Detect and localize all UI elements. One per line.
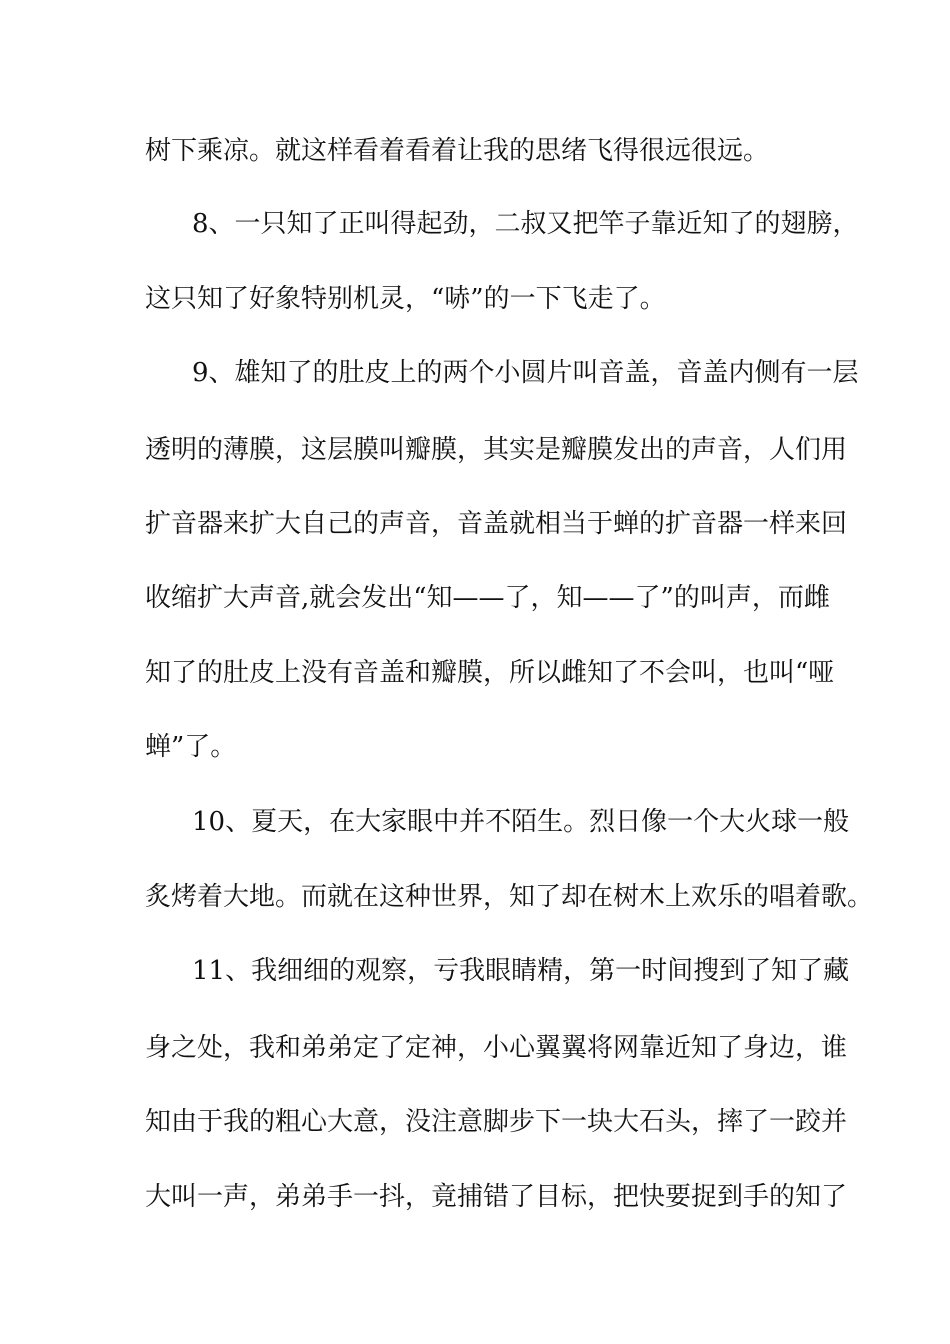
text-line: 扩音器来扩大自己的声音，音盖就相当于蝉的扩音器一样来回: [145, 509, 848, 539]
text-line: 大叫一声，弟弟手一抖，竟捕错了目标，把快要捉到手的知了: [145, 1182, 848, 1212]
text-line: 收缩扩大声音,就会发出“知——了，知——了”的叫声，而雌: [145, 583, 830, 613]
text-line: 炙烤着大地。而就在这种世界，知了却在树木上欢乐的唱着歌。: [145, 882, 874, 912]
text-line: 树下乘凉。就这样看着看着让我的思绪飞得很远很远。: [145, 136, 770, 166]
paragraph-11-first-line: 11、我细细的观察，亏我眼睛精，第一时间搜到了知了藏: [192, 956, 850, 986]
text-line: 知了的肚皮上没有音盖和瓣膜，所以雌知了不会叫，也叫“哑: [145, 658, 835, 688]
paragraph-8-first-line: 8、一只知了正叫得起劲，二叔又把竿子靠近知了的翅膀，: [192, 209, 859, 239]
text-line: 身之处，我和弟弟定了定神，小心翼翼将网靠近知了身边，谁: [145, 1033, 848, 1063]
text-line: 知由于我的粗心大意，没注意脚步下一块大石头，摔了一跤并: [145, 1107, 848, 1137]
text-line: 这只知了好象特别机灵，“哧”的一下飞走了。: [145, 284, 666, 314]
text-line: 透明的薄膜，这层膜叫瓣膜，其实是瓣膜发出的声音，人们用: [145, 435, 848, 465]
paragraph-9-first-line: 9、雄知了的肚皮上的两个小圆片叫音盖，音盖内侧有一层: [192, 358, 859, 388]
paragraph-10-first-line: 10、夏天，在大家眼中并不陌生。烈日像一个大火球一般: [192, 807, 850, 837]
text-line: 蝉”了。: [145, 732, 237, 762]
